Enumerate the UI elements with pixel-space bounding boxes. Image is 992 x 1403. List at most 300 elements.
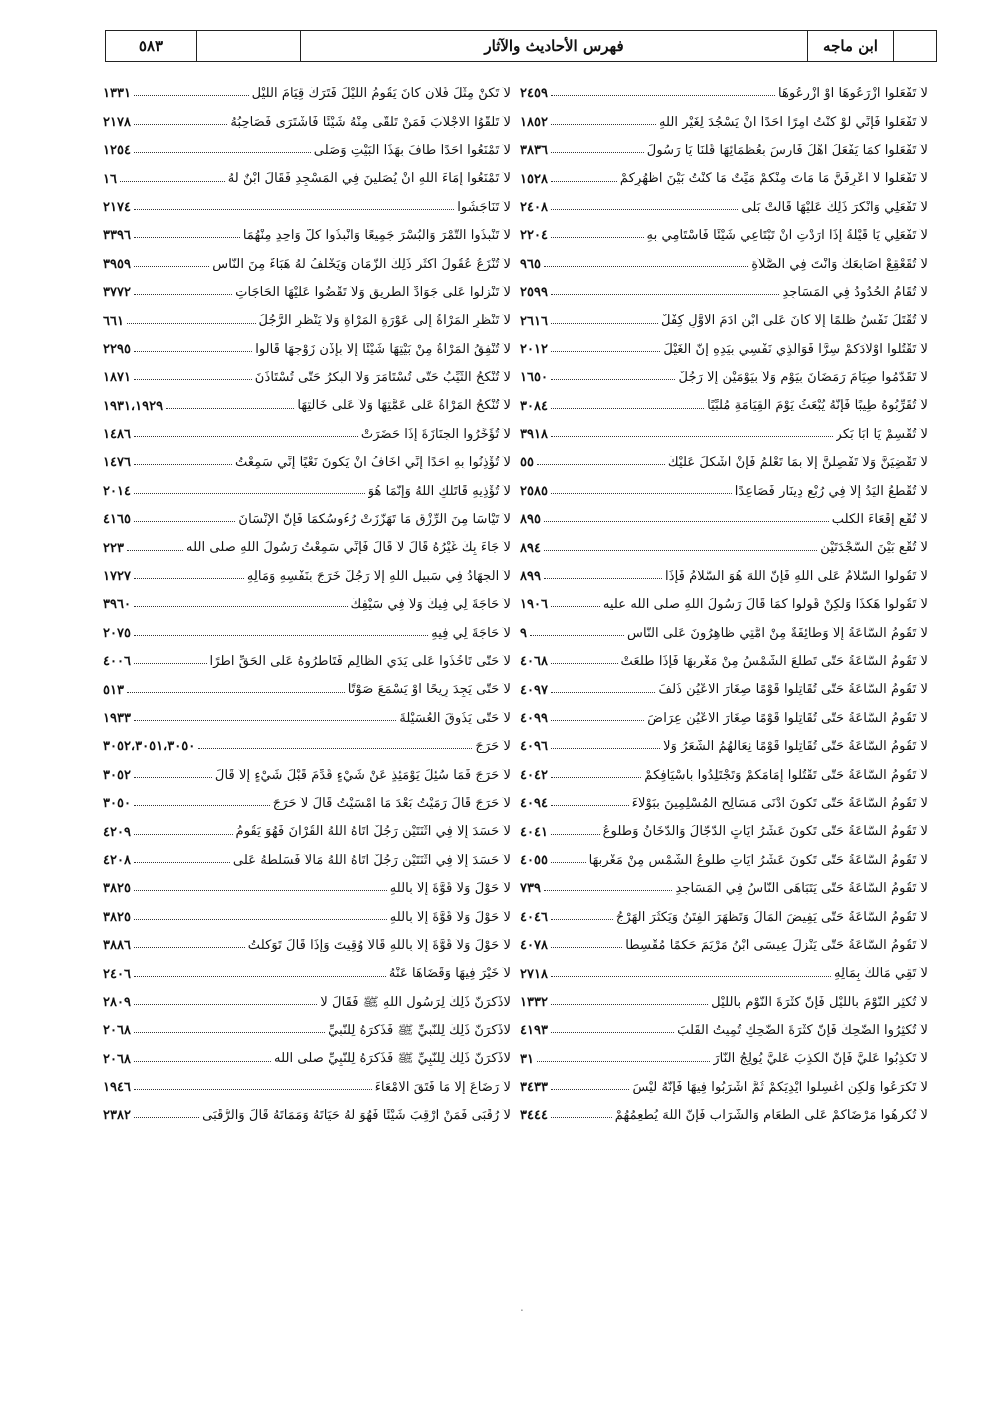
hadith-text: لاَ تَفْعَلِي يَا قَيْلَةُ إِذَا أَرَدْتِ أَنْ تَبْتَاعِي شَيْئًا فَاسْتَامِي بِهِ bbox=[646, 229, 928, 243]
index-entry bbox=[520, 384, 928, 412]
dot-leader bbox=[551, 1004, 708, 1005]
index-entry bbox=[520, 981, 928, 1009]
hadith-number: ٤٠٧٨ bbox=[520, 938, 548, 953]
hadith-number: ٢٤٠٦ bbox=[103, 966, 131, 981]
hadith-number: ٤١٩٣ bbox=[520, 1023, 548, 1038]
index-entry bbox=[520, 299, 928, 327]
hadith-text: لاَ تَمْنَعُوا إِمَاءَ اللهِ أَنْ يُصَلِّينَ فِي الْمَسْجِدِ فَقَالَ ابْنٌ لَهُ bbox=[227, 172, 511, 186]
hadith-number: ٦٦١ bbox=[103, 313, 124, 328]
hadith-text: لاَ تَلَقَّوُا الأَجْلاَبَ فَمَنْ تَلَقَّى مِنْهُ شَيْئًا فَاشْتَرَى فَصَاحِبُهُ bbox=[230, 115, 511, 129]
hadith-number: ٨٩٩ bbox=[520, 569, 541, 584]
index-entry bbox=[520, 952, 928, 980]
hadith-text: لاَ رُقْبَى فَمَنْ أُرْقِبَ شَيْئًا فَهُوَ لَهُ حَيَاتَهُ وَمَمَاتَهُ قَالَ وَالرُّقْبَى bbox=[202, 1109, 511, 1123]
hadith-text: لاَ تُؤْذِيهِ قَاتَلَكِ اللهُ وَإِنَّمَا هُوَ bbox=[367, 484, 511, 498]
dot-leader bbox=[544, 521, 829, 522]
index-entry bbox=[520, 697, 928, 725]
hadith-number: ١٥٢٨ bbox=[520, 171, 548, 186]
hadith-text: لاَ تُقْطَعُ الْيَدُ إِلاَّ فِي رُبْعِ دِينَارٍ فَصَاعِدًا bbox=[734, 484, 928, 498]
hadith-number: ٢٨٠٩ bbox=[103, 994, 131, 1009]
hadith-text: لاَ حَرَجَ قَالَ رَمَيْتُ بَعْدَ مَا أَمْسَيْتُ قَالَ لاَ حَرَجَ bbox=[272, 796, 511, 811]
hadith-text: لاَ تَقِي مَالَكَ بِمَالِهِ bbox=[833, 967, 928, 981]
hadith-number: ٢٠٦٨ bbox=[103, 1051, 131, 1066]
hadith-number: ٣٤٤٤ bbox=[520, 1108, 548, 1123]
hadith-number: ٩ bbox=[520, 625, 527, 640]
hadith-text: لاَ حَاجَةَ لِي فِيكَ وَلاَ فِي سَيْفِكَ bbox=[350, 598, 511, 612]
index-entry bbox=[103, 328, 511, 356]
hadith-number: ٢٣٨٢ bbox=[103, 1108, 131, 1123]
hadith-text: لاَ تُؤَخِّرُوا الْجِنَازَةَ إِذَا حَضَرَتْ bbox=[360, 427, 511, 442]
hadith-number: ٣٠٥٠ bbox=[103, 796, 131, 811]
dot-leader bbox=[134, 464, 232, 465]
index-entry bbox=[103, 186, 511, 214]
hadith-number: ١٢٥٤ bbox=[103, 143, 131, 158]
hadith-text: لاَ تَقْتُلُوا أَوْلاَدَكُمْ سِرًّا فَوَالَّذِي نَفْسِي بِيَدِهِ إِنَّ الْغَيْلَ bbox=[663, 342, 928, 356]
hadith-number: ٣٩١٨ bbox=[520, 427, 548, 442]
hadith-number: ٥٥ bbox=[520, 455, 534, 470]
index-entry bbox=[103, 810, 511, 838]
dot-leader bbox=[551, 663, 618, 664]
dot-leader bbox=[551, 947, 622, 948]
index-entry bbox=[103, 952, 511, 980]
hadith-text: لاَ تُكْثِرُوا الضَّحِكَ فَإِنَّ كَثْرَةَ الضَّحِكِ تُمِيتُ الْقَلْبَ bbox=[677, 1024, 928, 1038]
hadith-text: لاَ تَقُومُ السَّاعَةُ حَتَّى تَكُونَ أَدْنَى مَسَالِحِ الْمُسْلِمِينَ بِبَوْلاَءَ bbox=[631, 796, 928, 811]
hadith-number: ٢٢٩٥ bbox=[103, 341, 131, 356]
hadith-number: ٣٨٢٥ bbox=[103, 881, 131, 896]
hadith-number: ٣٩٥٩ bbox=[103, 256, 131, 271]
dot-leader bbox=[551, 748, 660, 749]
index-entry bbox=[103, 895, 511, 923]
dot-leader bbox=[551, 237, 644, 238]
hadith-text: لاَ تَكُنْ مِثْلَ فُلاَنٍ كَانَ يَقُومُ اللَّيْلَ فَتَرَكَ قِيَامَ اللَّيْلِ bbox=[251, 87, 511, 101]
hadith-number: ٢٧١٨ bbox=[520, 966, 548, 981]
index-entry bbox=[103, 1094, 511, 1122]
dot-leader bbox=[134, 209, 454, 210]
hadith-number: ٤٠٠٦ bbox=[103, 654, 131, 669]
hadith-number: ٣٣٩٦ bbox=[103, 228, 131, 243]
dot-leader bbox=[134, 1032, 325, 1033]
book-name: ابن ماجه bbox=[808, 31, 894, 61]
dot-leader bbox=[134, 521, 235, 522]
index-entry bbox=[520, 157, 928, 185]
index-entry bbox=[103, 725, 511, 753]
index-entry bbox=[520, 810, 928, 838]
hadith-text: لاَ تَقُومُ السَّاعَةُ حَتَّى يَتَبَاهَى النَّاسُ فِي الْمَسَاجِدِ bbox=[675, 882, 928, 896]
left-column bbox=[103, 72, 511, 1122]
hadith-text: لاَ تَقُومُ السَّاعَةُ حَتَّى تُقَاتِلُوا قَوْمًا نِعَالُهُمُ الشَّعَرُ وَلاَ bbox=[663, 740, 928, 754]
hadith-text: لاَ تُنْكَحُ الثَّيِّبُ حَتَّى تُسْتَأْمَرَ وَلاَ الْبِكْرُ حَتَّى تُسْتَأْذَنَ bbox=[254, 371, 511, 385]
dot-leader bbox=[551, 323, 658, 324]
hadith-number: ٢١٧٨ bbox=[103, 114, 131, 129]
index-entry bbox=[520, 640, 928, 668]
hadith-text: لاَ تَفْعَلِي وَأَنْكَرَ ذَلِكَ عَلَيْهَا قَالَتْ بَلَى bbox=[741, 200, 928, 214]
index-entry bbox=[103, 1009, 511, 1037]
dot-leader bbox=[551, 124, 656, 125]
index-entry bbox=[520, 839, 928, 867]
dot-leader bbox=[134, 947, 245, 948]
hadith-number: ٣١ bbox=[520, 1051, 534, 1066]
index-entry bbox=[520, 1009, 928, 1037]
hadith-text: لاَ تَنْزِلُوا عَلَى جَوَادِّ الطَّرِيقِ وَلاَ تَقْضُوا عَلَيْهَا الْحَاجَاتِ bbox=[235, 285, 511, 300]
index-entry bbox=[520, 753, 928, 781]
hadith-number: ٤٠٦٨ bbox=[520, 654, 548, 669]
dot-leader bbox=[134, 294, 232, 295]
hadith-number: ٤٢٠٩ bbox=[103, 824, 131, 839]
index-entry bbox=[520, 214, 928, 242]
dot-leader bbox=[551, 692, 656, 693]
hadith-text: لأَذْكُرَنَّ ذَلِكَ لِرَسُولِ اللهِ ﷺ فَقَالَ لاَ bbox=[320, 995, 511, 1009]
hadith-text: لاَ حَرَجَ bbox=[475, 740, 511, 754]
dot-leader bbox=[537, 464, 665, 465]
hadith-text: لاَ تَمْنَعُوا أَحَدًا طَافَ بِهَذَا الْبَيْتِ وَصَلَّى bbox=[313, 143, 511, 158]
hadith-text: لاَ تُقَعْقِعْ أَصَابِعَكَ وَأَنْتَ فِي الصَّلاَةِ bbox=[751, 257, 928, 271]
dot-leader bbox=[134, 493, 365, 494]
hadith-text: لاَ رَضَاعَ إِلاَّ مَا فَتَقَ الأَمْعَاءَ bbox=[374, 1080, 511, 1095]
dot-leader bbox=[134, 663, 207, 664]
hadith-number: ٤٠٥٥ bbox=[520, 852, 548, 867]
dot-leader bbox=[544, 890, 673, 891]
index-entry bbox=[520, 1037, 928, 1065]
dot-leader bbox=[134, 379, 252, 380]
hadith-number: ٢٢٣ bbox=[103, 540, 124, 555]
index-entry bbox=[520, 441, 928, 469]
hadith-number: ٣٠٥٢،٣٠٥١،٣٠٥٠ bbox=[103, 739, 196, 754]
dot-leader bbox=[551, 209, 738, 210]
hadith-number: ٢٠١٢ bbox=[520, 341, 548, 356]
dot-leader bbox=[551, 436, 833, 437]
index-entry bbox=[520, 555, 928, 583]
index-entry bbox=[520, 867, 928, 895]
hadith-text: لاَ تَقُومُ السَّاعَةُ حَتَّى تَكُونَ عَشْرُ آيَاتٍ الدَّجَّالُ وَالدُّخَانُ وَطُلُوعُ bbox=[602, 825, 928, 839]
dot-leader bbox=[544, 578, 662, 579]
hadith-number: ١٧٢٧ bbox=[103, 569, 131, 584]
dot-leader bbox=[134, 777, 212, 778]
dot-leader bbox=[551, 834, 600, 835]
right-column bbox=[520, 72, 928, 1122]
index-entry bbox=[103, 299, 511, 327]
hadith-number: ٤٠٩٧ bbox=[520, 682, 548, 697]
hadith-number: ٢٤٥٩ bbox=[520, 86, 548, 101]
index-entry bbox=[103, 1066, 511, 1094]
index-entry bbox=[103, 782, 511, 810]
hadith-text: لاَ حَتَّى تَأْخُذُوا عَلَى يَدَيِ الظَّالِمِ فَتَأْطُرُوهُ عَلَى الْحَقِّ أَطْرًا bbox=[209, 655, 511, 669]
hadith-number: ٣٨٢٥ bbox=[103, 909, 131, 924]
index-entry bbox=[103, 753, 511, 781]
hadith-number: ٣٠٥٢ bbox=[103, 767, 131, 782]
index-entry bbox=[520, 583, 928, 611]
hadith-number: ٣٩٦٠ bbox=[103, 597, 131, 612]
index-entry bbox=[103, 697, 511, 725]
hadith-number: ٢٤٠٨ bbox=[520, 199, 548, 214]
hadith-text: لاَ تَقُومُ السَّاعَةُ حَتَّى تُقَاتِلُوا قَوْمًا صِغَارَ الأَعْيُنِ عِرَاضَ bbox=[647, 711, 928, 725]
index-entry bbox=[103, 157, 511, 185]
hadith-text: لاَ تَقْضِيَنَّ وَلاَ تَفْصِلَنَّ إِلاَّ بِمَا تَعْلَمُ فَإِنْ أَشْكَلَ عَلَيْكَ bbox=[667, 456, 928, 470]
hadith-number: ٤٠٤١ bbox=[520, 824, 548, 839]
hadith-number: ١٨٧١ bbox=[103, 370, 131, 385]
hadith-text: لاَ تُقْسِمْ يَا أَبَا بَكْرٍ bbox=[835, 427, 928, 442]
hadith-number: ٤٠٤٦ bbox=[520, 909, 548, 924]
dot-leader bbox=[551, 1089, 630, 1090]
hadith-text: لاَ حَتَّى يَذُوقَ الْعُسَيْلَةَ bbox=[399, 711, 511, 725]
hadith-number: ٤٠٩٩ bbox=[520, 710, 548, 725]
index-entry bbox=[103, 668, 511, 696]
hadith-text: لاَ تَقُومُ السَّاعَةُ حَتَّى تَكُونَ عَشْرُ آيَاتٍ طُلُوعُ الشَّمْسِ مِنْ مَغْرِبِهَا bbox=[588, 853, 928, 867]
index-entry bbox=[520, 271, 928, 299]
dot-leader bbox=[134, 976, 386, 977]
hadith-text: لاَ تُكْثِرِ النَّوْمَ بِاللَّيْلِ فَإِنَّ كَثْرَةَ النَّوْمِ بِاللَّيْلِ bbox=[711, 995, 928, 1009]
dot-leader bbox=[551, 862, 586, 863]
dot-leader bbox=[134, 862, 230, 863]
index-entry bbox=[520, 498, 928, 526]
dot-leader bbox=[551, 919, 613, 920]
index-entry bbox=[103, 526, 511, 554]
index-entry bbox=[520, 725, 928, 753]
hadith-number: ٢٠٧٥ bbox=[103, 625, 131, 640]
dot-leader bbox=[551, 777, 641, 778]
index-entry bbox=[520, 129, 928, 157]
index-entry bbox=[103, 441, 511, 469]
index-entry bbox=[103, 413, 511, 441]
dot-leader bbox=[134, 95, 249, 96]
hadith-text: لاَ حَوْلَ وَلاَ قُوَّةَ إِلاَّ بِاللهِ bbox=[389, 910, 511, 924]
dot-leader bbox=[134, 237, 240, 238]
page-number: ٥٨٣ bbox=[106, 31, 197, 61]
hadith-text: لاَ تَفْعَلُوا كَمَا يَفْعَلُ أَهْلُ فَارِسَ بِعُظَمَائِهَا قُلْنَا يَا رَسُولَ bbox=[646, 143, 928, 158]
hadith-text: لاَ تَقَدَّمُوا صِيَامَ رَمَضَانَ بِيَوْمٍ وَلاَ بِيَوْمَيْنِ إِلاَّ رَجُلٌ bbox=[678, 371, 928, 385]
dot-leader bbox=[134, 266, 209, 267]
index-entry bbox=[520, 328, 928, 356]
dot-leader bbox=[551, 976, 831, 977]
dot-leader bbox=[134, 1089, 372, 1090]
hadith-number: ١٤٨٦ bbox=[103, 427, 131, 442]
index-entry bbox=[520, 186, 928, 214]
index-entry bbox=[520, 895, 928, 923]
dot-leader bbox=[134, 351, 252, 352]
hadith-text: لاَ حَوْلَ وَلاَ قُوَّةَ إِلاَّ بِاللهِ قَالاَ وُقِيتَ وَإِذَا قَالَ تَوَكَّلْتُ bbox=[247, 938, 511, 953]
hadith-number: ٥١٣ bbox=[103, 682, 124, 697]
index-entry bbox=[520, 413, 928, 441]
hadith-text: لاَ تَفْعَلُوا فَإِنِّي لَوْ كُنْتُ آمِرًا أَحَدًا أَنْ يَسْجُدَ لِغَيْرِ اللهِ bbox=[658, 115, 928, 129]
hadith-text: لاَ تُقْعِ إِقْعَاءَ الْكَلْبِ bbox=[831, 513, 928, 527]
hadith-number: ٨٩٥ bbox=[520, 512, 541, 527]
hadith-text: لاَ تَكْرَعُوا وَلَكِنِ اغْسِلُوا أَيْدِيَكُمْ ثُمَّ اشْرَبُوا فِيهَا فَإِنَّهُ لَيْسَ bbox=[632, 1080, 928, 1095]
hadith-text: لاَ تُقَرِّبُوهُ طِيبًا فَإِنَّهُ يُبْعَثُ يَوْمَ الْقِيَامَةِ مُلَبِّيًا bbox=[707, 399, 928, 413]
hadith-number: ٤٠٩٦ bbox=[520, 739, 548, 754]
index-entry bbox=[520, 356, 928, 384]
index-entry bbox=[520, 469, 928, 497]
hadith-number: ١٣٣١ bbox=[103, 86, 131, 101]
dot-leader bbox=[198, 748, 472, 749]
hadith-text: لاَ تَقُولُوا هَكَذَا وَلَكِنْ قُولُوا كَمَا قَالَ رَسُولُ اللهِ صلى الله عليه bbox=[602, 598, 928, 612]
hadith-number: ٣٤٣٣ bbox=[520, 1080, 548, 1095]
hadith-text: لاَ تَقُومُ السَّاعَةُ حَتَّى يَنْزِلَ عِيسَى ابْنُ مَرْيَمَ حَكَمًا مُقْسِطًا bbox=[625, 938, 928, 953]
hadith-number: ٣٨٣٦ bbox=[520, 143, 548, 158]
hadith-text: لاَ تَيْأَسَا مِنَ الرِّزْقِ مَا تَهَزَّزَتْ رُءُوسُكُمَا فَإِنَّ الإِنْسَانَ bbox=[238, 513, 511, 527]
hadith-text: لاَ تَقُومُ السَّاعَةُ حَتَّى تَطْلُعَ الشَّمْسُ مِنْ مَغْرِبِهَا فَإِذَا طَلَعَتْ bbox=[620, 655, 928, 669]
dot-leader bbox=[134, 578, 244, 579]
hadith-text: لاَ تَقُومُ السَّاعَةُ إِلاَّ وَطَائِفَةٌ مِنْ أُمَّتِي ظَاهِرُونَ عَلَى النَّاسِ bbox=[626, 626, 928, 640]
hadith-number: ٣٨٨٦ bbox=[103, 938, 131, 953]
hadith-number: ٧٣٩ bbox=[520, 881, 541, 896]
hadith-number: ١٩٣١،١٩٢٩ bbox=[103, 398, 164, 413]
dot-leader bbox=[551, 1032, 674, 1033]
index-entry bbox=[520, 72, 928, 100]
index-entry bbox=[103, 129, 511, 157]
index-entry bbox=[103, 100, 511, 128]
index-entry bbox=[103, 640, 511, 668]
index-title: فهرس الأحاديث والآثار bbox=[301, 31, 808, 61]
hadith-number: ١٦٥٠ bbox=[520, 370, 548, 385]
dot-leader bbox=[530, 635, 624, 636]
hadith-text: لاَ تَنْظُرِ الْمَرْأَةُ إِلَى عَوْرَةِ الْمَرْأَةِ وَلاَ يَنْظُرِ الرَّجُلُ bbox=[258, 314, 511, 328]
hadith-number: ٤٠٩٤ bbox=[520, 796, 548, 811]
hadith-text: لاَ تُنْكَحُ الْمَرْأَةُ عَلَى عَمَّتِهَا وَلاَ عَلَى خَالَتِهَا bbox=[297, 399, 511, 413]
index-entry bbox=[520, 100, 928, 128]
dot-leader bbox=[134, 152, 311, 153]
hadith-text: لاَ تَقُومُ السَّاعَةُ حَتَّى تَقْتُلُوا إِمَامَكُمْ وَتَجْتَلِدُوا بِأَسْيَافِكُمْ bbox=[644, 768, 928, 782]
dot-leader bbox=[166, 408, 294, 409]
hadith-number: ٣٠٨٤ bbox=[520, 398, 548, 413]
hadith-number: ١٩٣٣ bbox=[103, 710, 131, 725]
hadith-number: ١٩٤٦ bbox=[103, 1080, 131, 1095]
hadith-number: ١٣٣٢ bbox=[520, 994, 548, 1009]
dot-leader bbox=[120, 181, 225, 182]
dot-leader bbox=[551, 379, 676, 380]
dot-leader bbox=[134, 890, 387, 891]
dot-leader bbox=[134, 834, 233, 835]
hadith-number: ٢١٧٤ bbox=[103, 199, 131, 214]
hadith-text: لاَ تُقَامُ الْحُدُودُ فِي الْمَسَاجِدِ bbox=[782, 285, 928, 300]
dot-leader bbox=[551, 805, 629, 806]
hadith-text: لاَ تُقْعِ بَيْنَ السَّجْدَتَيْنِ bbox=[820, 541, 928, 555]
hadith-number: ٤١٦٥ bbox=[103, 512, 131, 527]
hadith-number: ٩٦٥ bbox=[520, 256, 541, 271]
dot-leader bbox=[134, 606, 348, 607]
hadith-number: ١٨٥٢ bbox=[520, 114, 548, 129]
index-entry bbox=[103, 72, 511, 100]
index-entry bbox=[103, 839, 511, 867]
hadith-text: لاَ خَيْرَ فِيهَا وَقَضَاهَا عَنْهُ bbox=[388, 967, 511, 981]
dot-leader bbox=[551, 493, 732, 494]
hadith-number: ٢٥٩٩ bbox=[520, 285, 548, 300]
dot-leader bbox=[134, 919, 387, 920]
header-spacer-right bbox=[894, 31, 936, 61]
index-entry bbox=[103, 924, 511, 952]
dot-leader bbox=[134, 1061, 271, 1062]
page-header bbox=[105, 30, 937, 62]
index-entry bbox=[103, 555, 511, 583]
hadith-number: ٣٧٧٢ bbox=[103, 285, 131, 300]
dot-leader bbox=[551, 351, 660, 352]
hadith-text: لاَ تَقُومُ السَّاعَةُ حَتَّى يَفِيضَ الْمَالُ وَتَظْهَرَ الْفِتَنُ وَيَكْثُرَ الْهَرْجُ bbox=[615, 910, 928, 924]
index-entry bbox=[103, 214, 511, 242]
index-entry bbox=[103, 1037, 511, 1065]
hadith-text: لاَ الْجِهَادُ فِي سَبِيلِ اللهِ إِلاَّ رَجُلٌ خَرَجَ بِنَفْسِهِ وَمَالِهِ bbox=[246, 569, 511, 584]
index-entry bbox=[103, 242, 511, 270]
dot-leader bbox=[134, 1117, 199, 1118]
hadith-number: ٢٢٠٤ bbox=[520, 228, 548, 243]
hadith-number: ٢٠٦٨ bbox=[103, 1023, 131, 1038]
index-entry bbox=[520, 782, 928, 810]
dot-leader bbox=[551, 606, 600, 607]
hadith-text: لاَ تَكْذِبُوا عَلَيَّ فَإِنَّ الْكَذِبَ عَلَيَّ يُولِجُ النَّارَ bbox=[713, 1052, 928, 1066]
hadith-text: لاَ تُنْفِقُ الْمَرْأَةُ مِنْ بَيْتِهَا شَيْئًا إِلاَّ بِإِذْنِ زَوْجِهَا قَالُوا bbox=[255, 342, 511, 356]
index-entry bbox=[103, 867, 511, 895]
hadith-text: لاَ حَوْلَ وَلاَ قُوَّةَ إِلاَّ بِاللهِ bbox=[389, 882, 511, 896]
dot-leader bbox=[551, 152, 644, 153]
index-entry bbox=[103, 981, 511, 1009]
dot-leader bbox=[551, 294, 779, 295]
hadith-number: ١٩٠٦ bbox=[520, 597, 548, 612]
index-entry bbox=[103, 583, 511, 611]
hadith-number: ٢٥٨٥ bbox=[520, 483, 548, 498]
hadith-text: لاَ حَاجَةَ لِي فِيهِ bbox=[431, 626, 511, 640]
hadith-number: ١٦ bbox=[103, 171, 117, 186]
hadith-number: ٤٠٤٢ bbox=[520, 767, 548, 782]
hadith-text: لاَ تَنْبِذُوا التَّمْرَ وَالْبُسْرَ جَمِيعًا وَانْبِذُوا كُلَّ وَاحِدٍ مِنْهُمَا bbox=[242, 229, 511, 243]
dot-leader bbox=[134, 635, 428, 636]
dot-leader bbox=[544, 550, 817, 551]
index-entry bbox=[520, 611, 928, 639]
hadith-text: لاَ تُقْتَلُ نَفْسٌ ظُلْمًا إِلاَّ كَانَ عَلَى ابْنِ آدَمَ الأَوَّلِ كِفْلٌ bbox=[661, 314, 928, 328]
dot-leader bbox=[551, 1117, 612, 1118]
speck-mark: . bbox=[520, 1300, 524, 1314]
dot-leader bbox=[551, 95, 775, 96]
hadith-text: لاَ حَسَدَ إِلاَّ فِي اثْنَتَيْنِ رَجُلٌ آتَاهُ اللهُ الْقُرْآنَ فَهُوَ يَقُومُ bbox=[235, 825, 511, 839]
hadith-text: لاَ تَفْعَلُوا لاَ أَعْرِفَنَّ مَا مَاتَ مِنْكُمْ مَيِّتٌ مَا كُنْتُ بَيْنَ أَظْهُرِكُمْ bbox=[619, 172, 928, 186]
hadith-text: لاَ تُؤْذِنُوا بِهِ أَحَدًا إِنِّي أَخَافُ أَنْ يَكُونَ نَعْيًا إِنِّي سَمِعْتُ bbox=[234, 456, 511, 470]
index-entry bbox=[520, 526, 928, 554]
hadith-text: لاَ تُنْزَعُ عُقُولُ أَكْثَرِ ذَلِكَ الزَّمَانِ وَيَخْلُفُ لَهُ هَبَاءٌ مِنَ النَّاسِ bbox=[212, 257, 511, 271]
hadith-text: لاَ تُكْرِهُوا مَرْضَاكُمْ عَلَى الطَّعَامِ وَالشَّرَابِ فَإِنَّ اللهَ يُطْعِمُهُمْ bbox=[614, 1109, 928, 1123]
dot-leader bbox=[551, 181, 617, 182]
index-entry bbox=[520, 1094, 928, 1122]
index-entry bbox=[103, 611, 511, 639]
header-spacer-left bbox=[197, 31, 301, 61]
index-entry bbox=[103, 498, 511, 526]
index-entry bbox=[520, 242, 928, 270]
dot-leader bbox=[134, 720, 396, 721]
hadith-text: لاَ حَسَدَ إِلاَّ فِي اثْنَتَيْنِ رَجُلٌ آتَاهُ اللهُ مَالاً فَسَلَّطَهُ عَلَى bbox=[232, 853, 511, 867]
hadith-text: لاَ حَرَجَ فَمَا سُئِلَ يَوْمَئِذٍ عَنْ شَيْءٍ قُدِّمَ قَبْلَ شَيْءٍ إِلاَّ قَالَ bbox=[214, 768, 511, 782]
dot-leader bbox=[551, 720, 644, 721]
hadith-number: ٨٩٤ bbox=[520, 540, 541, 555]
hadith-text: لاَ تَنَاجَشُوا bbox=[457, 200, 511, 214]
hadith-text: لأَذْكُرَنَّ ذَلِكَ لِلنَّبِيِّ ﷺ فَذَكَرَهُ لِلنَّبِيِّ صلى الله bbox=[274, 1052, 511, 1066]
hadith-text: لاَ حَتَّى يَجِدَ رِيحًا أَوْ يَسْمَعَ صَوْتًا bbox=[347, 683, 511, 697]
dot-leader bbox=[134, 805, 270, 806]
dot-leader bbox=[127, 692, 345, 693]
hadith-text: لاَ جَاءَ بِكَ غَيْرُهُ قَالَ لاَ قَالَ فَإِنِّي سَمِعْتُ رَسُولَ اللهِ صلى الله bbox=[186, 541, 511, 555]
hadith-number: ٢٠١٤ bbox=[103, 483, 131, 498]
hadith-text: لاَ تَقُومُ السَّاعَةُ حَتَّى تُقَاتِلُوا قَوْمًا صِغَارَ الأَعْيُنِ ذُلْفَ bbox=[658, 683, 928, 697]
dot-leader bbox=[127, 323, 256, 324]
dot-leader bbox=[134, 124, 227, 125]
dot-leader bbox=[134, 1004, 317, 1005]
hadith-text: لأَذْكُرَنَّ ذَلِكَ لِلنَّبِيِّ ﷺ فَذَكَرَهُ لِلنَّبِيِّ bbox=[328, 1024, 511, 1038]
dot-leader bbox=[134, 436, 358, 437]
hadith-number: ١٤٧٦ bbox=[103, 455, 131, 470]
hadith-text: لاَ تَقُولُوا السَّلاَمُ عَلَى اللهِ فَإِنَّ اللهَ هُوَ السَّلاَمُ فَإِذَا bbox=[665, 569, 928, 584]
index-entry bbox=[103, 271, 511, 299]
index-entry bbox=[103, 384, 511, 412]
index-entry bbox=[103, 356, 511, 384]
index-entry bbox=[103, 469, 511, 497]
index-entry bbox=[520, 668, 928, 696]
hadith-text: لاَ تَفْعَلُوا ازْرَعُوهَا أَوْ أَزْرِعُوهَا bbox=[778, 87, 928, 101]
hadith-number: ٤٢٠٨ bbox=[103, 852, 131, 867]
hadith-number: ٢٦١٦ bbox=[520, 313, 548, 328]
index-entry bbox=[520, 924, 928, 952]
